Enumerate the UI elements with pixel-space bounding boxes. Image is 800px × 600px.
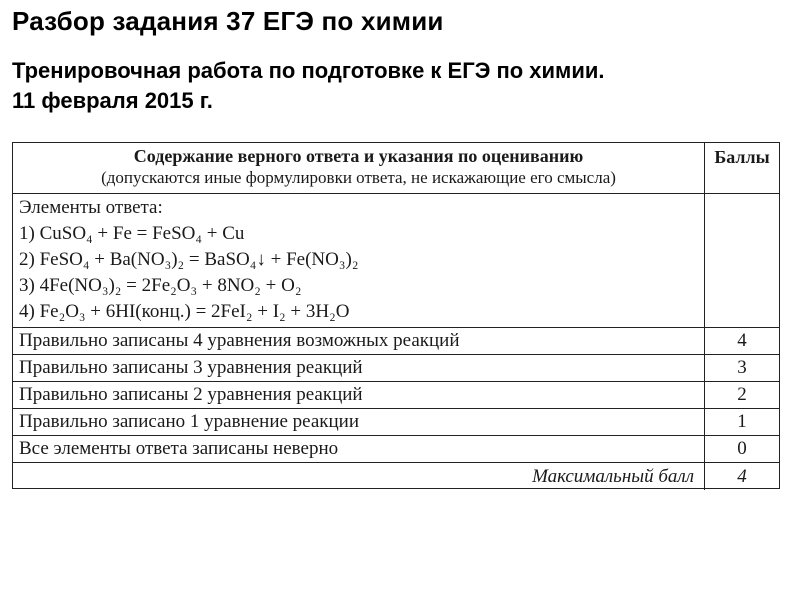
answer-elements-row (13, 194, 779, 328)
content-column-header (13, 143, 705, 193)
criteria-text: Все элементы ответа записаны неверно (13, 436, 705, 462)
equation-3: 3) 4Fe(NO₃)₂ = 2Fe₂O₃ + 8NO₂ + O₂ (19, 275, 302, 296)
points-column-header: Баллы (714, 147, 770, 167)
answer-elements-cell (13, 194, 705, 327)
subtitle-line-2: 11 февраля 2015 г. (12, 88, 213, 113)
equation-2: 2) FeSO₄ + Ba(NO₃)₂ = BaSO₄↓ + Fe(NO₃)₂ (19, 249, 359, 270)
equation-4: 4) Fe₂O₃ + 6HI(конц.) = 2FeI₂ + I₂ + 3H₂O (19, 301, 350, 322)
criteria-row (13, 409, 779, 436)
max-score-points: 4 (737, 466, 747, 487)
content-header-title: Содержание верного ответа и указания по оцениванию (133, 146, 584, 166)
criteria-row (13, 436, 779, 463)
answer-points-cell (705, 194, 779, 327)
criteria-text: Правильно записаны 4 уравнения возможных реакций (13, 328, 705, 354)
subtitle-line-1: Тренировочная работа по подготовке к ЕГЭ по химии. (12, 58, 605, 83)
page-title: Разбор задания 37 ЕГЭ по химии (12, 6, 444, 36)
criteria-text: Правильно записано 1 уравнение реакции (13, 409, 705, 435)
criteria-points: 0 (737, 438, 747, 459)
criteria-points: 1 (737, 411, 747, 432)
criteria-row (13, 328, 779, 355)
equation-1: 1) CuSO₄ + Fe = FeSO₄ + Cu (19, 223, 245, 244)
grading-table (12, 142, 780, 489)
criteria-points: 2 (737, 384, 747, 405)
table-header-row (13, 143, 779, 194)
answer-elements-label: Элементы ответа: (19, 197, 163, 218)
criteria-text: Правильно записаны 2 уравнения реакций (13, 382, 705, 408)
page-subtitle (12, 56, 605, 116)
max-score-row (13, 463, 779, 490)
criteria-row (13, 355, 779, 382)
max-score-label: Максимальный балл (13, 463, 705, 490)
criteria-text: Правильно записаны 3 уравнения реакций (13, 355, 705, 381)
criteria-row (13, 382, 779, 409)
content-header-note: (допускаются иные формулировки ответа, не искажающие его смысла) (101, 168, 616, 187)
criteria-points: 3 (737, 357, 747, 378)
criteria-points: 4 (737, 330, 747, 351)
